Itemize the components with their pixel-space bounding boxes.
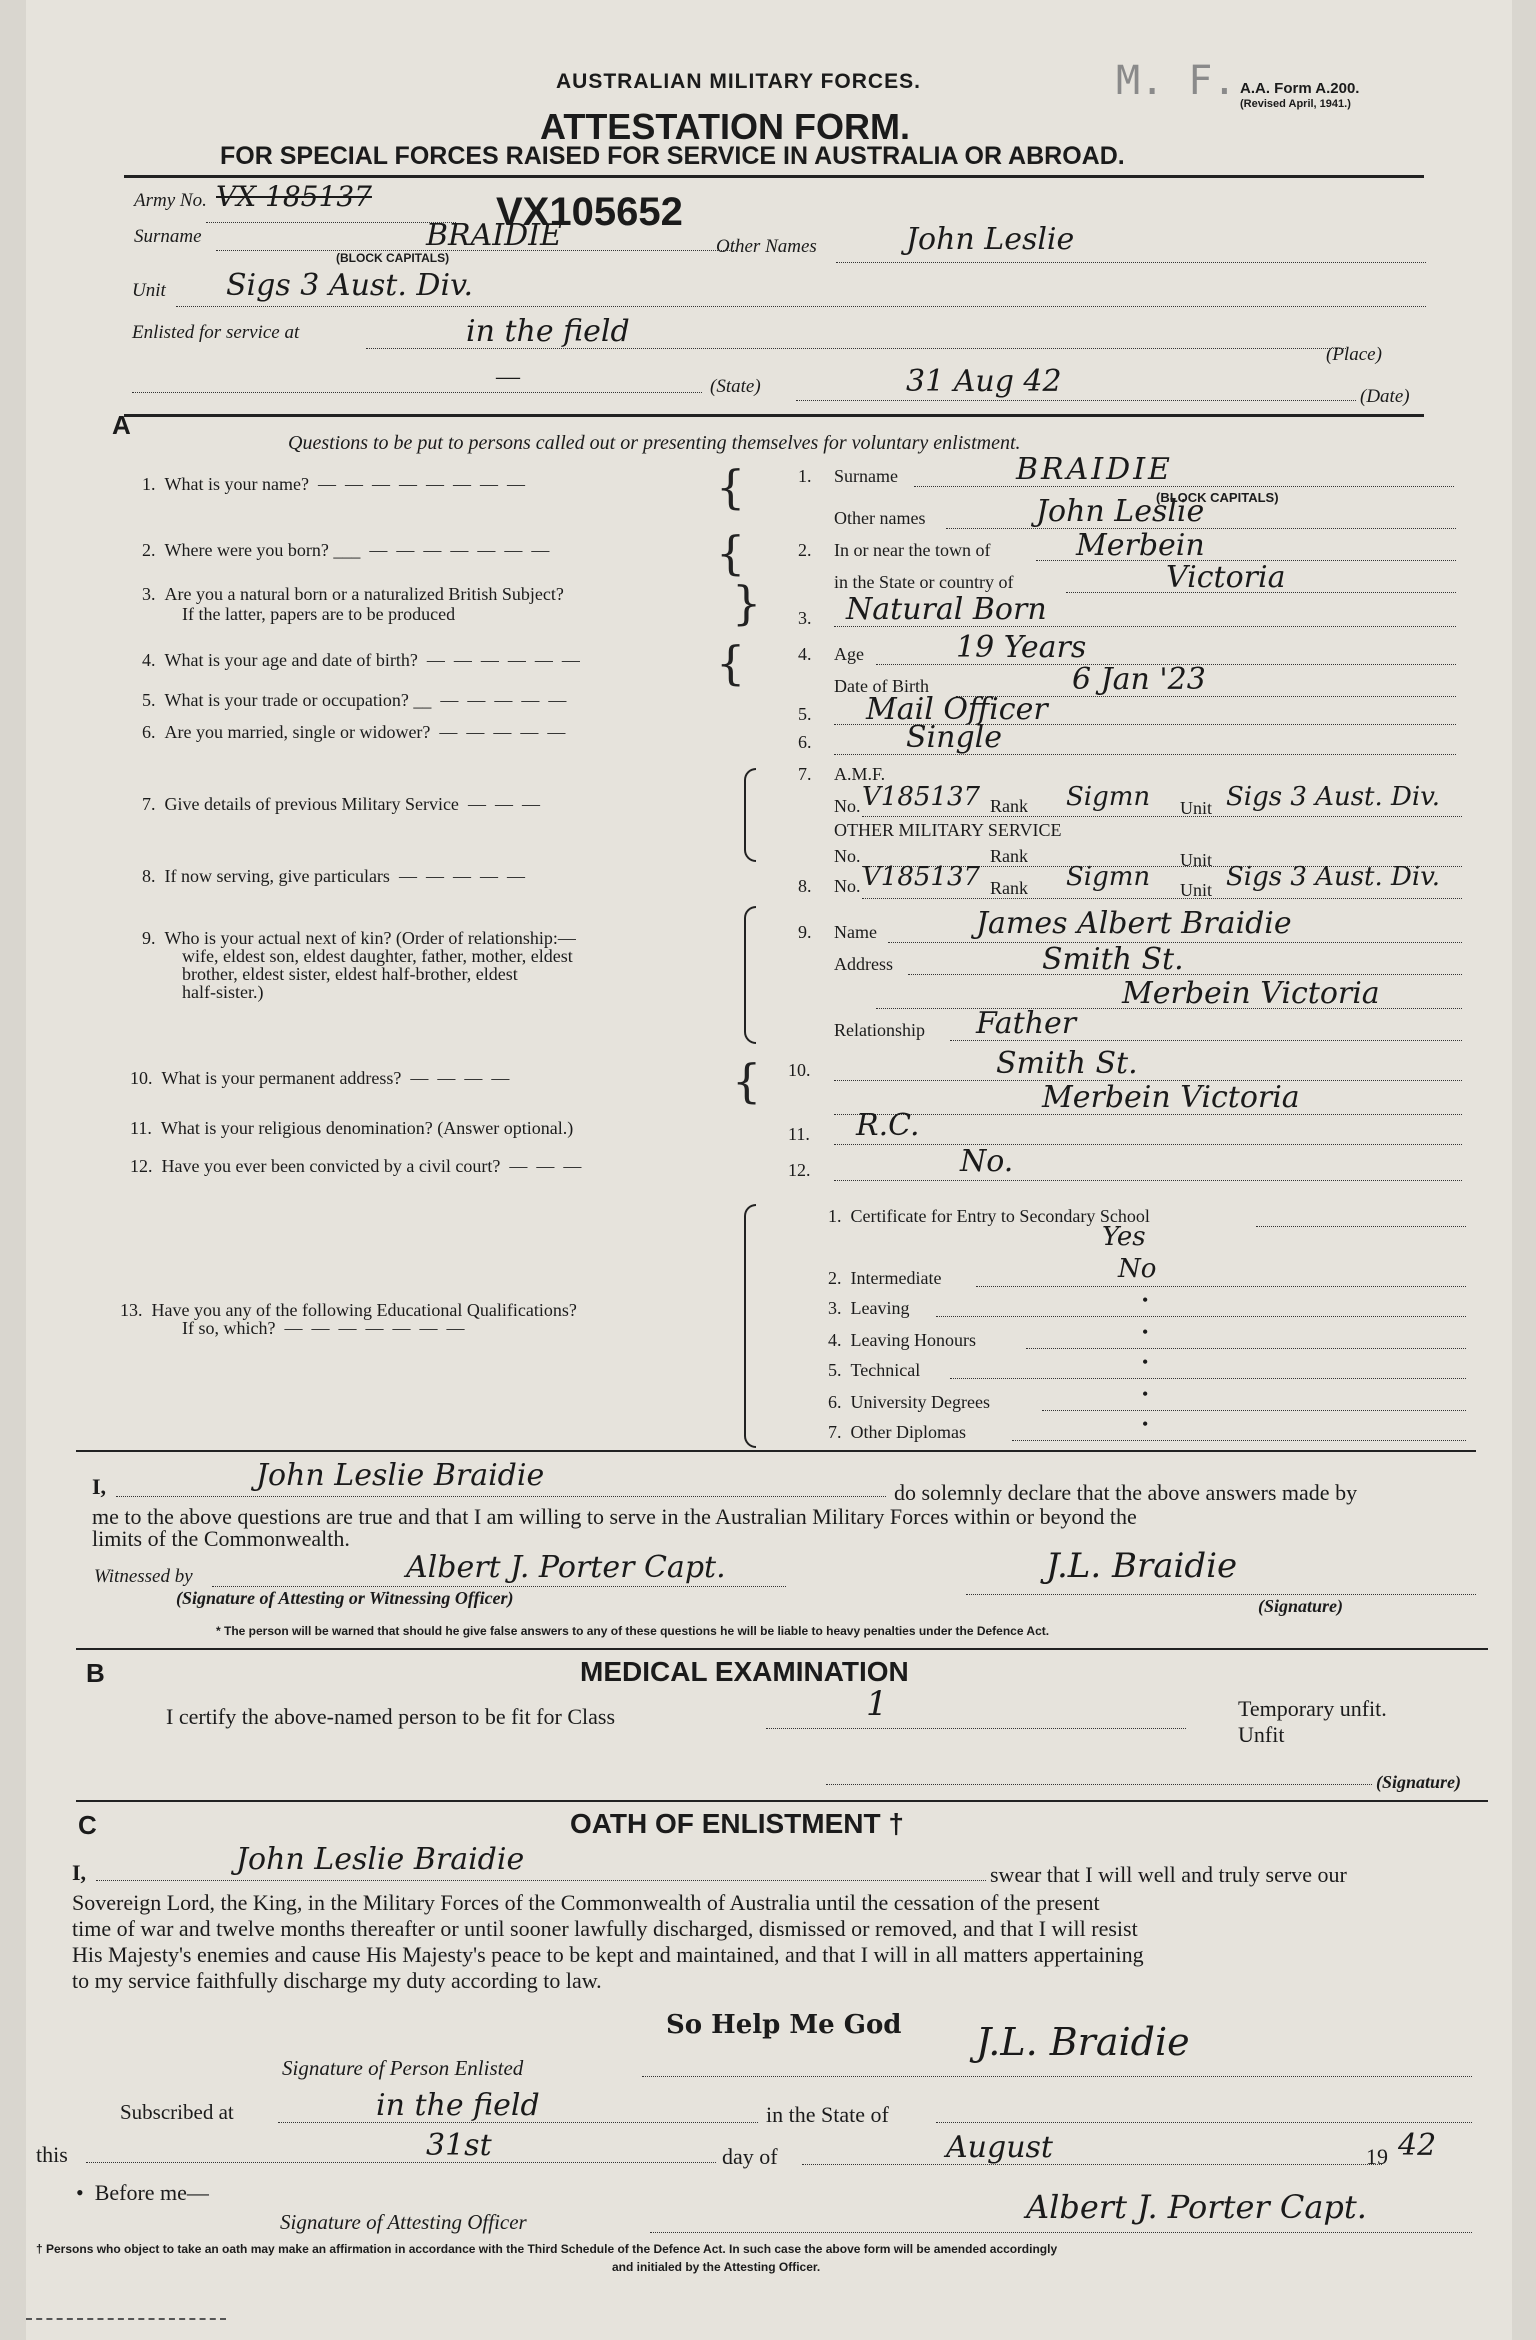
day-line <box>86 2162 716 2163</box>
decl-sig-line <box>966 1594 1476 1595</box>
q11: 11. What is your religious denomination? (Answer optional.) <box>130 1118 574 1138</box>
q10: 10. What is your permanent address? — — — — <box>130 1068 510 1088</box>
a6-line <box>834 754 1456 755</box>
a8-num: 8. <box>798 876 812 896</box>
other-names-value: John Leslie <box>906 222 1075 257</box>
oath-state-line <box>936 2122 1472 2123</box>
other-names-label: Other Names <box>716 236 817 257</box>
section-c-letter: C <box>78 1810 97 1840</box>
this-label: this <box>36 2142 68 2167</box>
form-title: ATTESTATION FORM. <box>540 106 910 147</box>
oath-line4: His Majesty's enemies and cause His Majesty's peace to be kept and maintained, and that I will in all matters appertaining <box>72 1942 1144 1967</box>
q9-line4: half-sister.) <box>182 982 264 1002</box>
edu-yes: Yes <box>1102 1222 1146 1252</box>
edu-3-ditto: • <box>1142 1290 1149 1310</box>
edu-4-ditto: • <box>1142 1322 1149 1342</box>
a5-num: 5. <box>798 704 812 724</box>
form-page <box>26 0 1512 2340</box>
date-label: (Date) <box>1360 386 1410 407</box>
a11-num: 11. <box>788 1124 810 1144</box>
a5-value: Mail Officer <box>866 692 1048 727</box>
q10-brace: { <box>732 1054 762 1108</box>
edu-no: No <box>1118 1254 1157 1284</box>
a4-dob-value: 6 Jan '23 <box>1072 662 1206 697</box>
a8-rank-label: Rank <box>990 878 1028 898</box>
month-line <box>802 2164 1382 2165</box>
a7-unit-value: Sigs 3 Aust. Div. <box>1226 782 1441 812</box>
q9: 9. Who is your actual next of kin? (Order of relationship:— <box>142 928 576 948</box>
a10-line2 <box>834 1114 1462 1115</box>
oath-title: OATH OF ENLISTMENT † <box>570 1808 904 1839</box>
oath-line1-end: swear that I will well and truly serve our <box>990 1862 1347 1887</box>
a4-age-label: Age <box>834 644 864 664</box>
a1-num: 1. <box>798 466 812 486</box>
state-line <box>132 392 702 393</box>
decl-sig-caption: (Signature) <box>1258 1596 1344 1616</box>
q3-line2: If the latter, papers are to be produced <box>182 604 456 624</box>
a9-addr2: Merbein Victoria <box>1122 976 1380 1011</box>
subscribed-label: Subscribed at <box>120 2100 234 2124</box>
date-line <box>796 400 1356 401</box>
a10-num: 10. <box>788 1060 811 1080</box>
medical-sig-caption: (Signature) <box>1376 1772 1462 1792</box>
subscribed-line <box>278 2122 758 2123</box>
a2-state-value: Victoria <box>1166 560 1286 595</box>
before-me: • Before me— <box>76 2180 209 2205</box>
edu-5-line <box>950 1378 1466 1379</box>
oath-footnote2: and initialed by the Attesting Officer. <box>612 2260 821 2274</box>
edu-6-line <box>1042 1410 1466 1411</box>
a2-state-label: in the State or country of <box>834 572 1014 592</box>
edu-5: 5. Technical <box>828 1360 921 1380</box>
edu-6: 6. University Degrees <box>828 1392 990 1412</box>
surname-label: Surname <box>134 226 202 247</box>
day-value: 31st <box>426 2128 492 2163</box>
a4-dob-label: Date of Birth <box>834 676 929 696</box>
a9-addr-line2 <box>876 1008 1462 1009</box>
place-label: (Place) <box>1326 344 1382 365</box>
army-no-line <box>206 222 456 223</box>
a7-other: OTHER MILITARY SERVICE <box>834 820 1062 840</box>
edu-1-line <box>1256 1226 1466 1227</box>
oath-line5: to my service faithfully discharge my duty according to law. <box>72 1968 602 1993</box>
witness-line <box>212 1586 786 1587</box>
enlisted-date-value: 31 Aug 42 <box>906 364 1062 399</box>
decl-i: I, <box>92 1474 107 1499</box>
edu-3-line <box>936 1316 1466 1317</box>
a10-addr2: Merbein Victoria <box>1042 1080 1300 1115</box>
temp-unfit: Temporary unfit. <box>1238 1696 1387 1721</box>
a3-num: 3. <box>798 608 812 628</box>
medical-class-line <box>766 1728 1186 1729</box>
decl-line1-end: do solemnly declare that the above answers made by <box>894 1480 1358 1505</box>
army-no-label: Army No. <box>134 190 207 211</box>
officer-signature: Albert J. Porter Capt. <box>1026 2188 1367 2226</box>
a9-rel-line <box>950 1040 1462 1041</box>
a11-line <box>834 1144 1462 1145</box>
q8: 8. If now serving, give particulars — — — — — <box>142 866 525 886</box>
top-fields-rule <box>124 414 1424 417</box>
a9-num: 9. <box>798 922 812 942</box>
q4-brace: { <box>716 636 746 690</box>
day-of-label: day of <box>722 2144 778 2169</box>
a7-unit-label: Unit <box>1180 798 1213 818</box>
edu-7-ditto: • <box>1142 1414 1149 1434</box>
decl-line3: limits of the Commonwealth. <box>92 1526 350 1551</box>
a1-line <box>914 486 1454 487</box>
a12-num: 12. <box>788 1160 811 1180</box>
section-a-rule <box>76 1450 1476 1452</box>
unit-line <box>176 306 1426 307</box>
q3-brace: } <box>732 576 762 630</box>
a7-no-label: No. <box>834 796 861 816</box>
state-value: — <box>496 364 520 390</box>
a7-rank-label: Rank <box>990 796 1028 816</box>
mf-stamp: M. F. <box>1116 58 1237 104</box>
medical-sig-line <box>826 1784 1372 1785</box>
witnessed-label: Witnessed by <box>94 1566 193 1587</box>
form-code: A.A. Form A.200. <box>1240 80 1360 97</box>
a1-surname-value: BRAIDIE <box>1016 452 1173 487</box>
q12: 12. Have you ever been convicted by a civil court? — — — <box>130 1156 582 1176</box>
q6: 6. Are you married, single or widower? — — — — — <box>142 722 566 742</box>
decl-signature: J.L. Braidie <box>1046 1546 1238 1586</box>
form-revised: (Revised April, 1941.) <box>1240 98 1351 110</box>
oath-name-line <box>96 1880 986 1881</box>
enlisted-label: Enlisted for service at <box>132 322 300 343</box>
q1-brace: { <box>716 460 746 514</box>
a9-name-value: James Albert Braidie <box>976 906 1292 941</box>
a1-other-label: Other names <box>834 508 926 528</box>
a8-rank-value: Sigmn <box>1066 862 1151 892</box>
q4: 4. What is your age and date of birth? — — — — — — <box>142 650 580 670</box>
a7-rank2-label: Rank <box>990 846 1028 866</box>
section-a-letter: A <box>112 410 131 440</box>
q9-line3: brother, eldest sister, eldest half-brother, eldest <box>182 964 518 984</box>
a3-line <box>834 626 1456 627</box>
officer-sig-line <box>650 2232 1472 2233</box>
medical-text: I certify the above-named person to be fit for Class <box>166 1704 616 1729</box>
section-a-intro: Questions to be put to persons called out or presenting themselves for voluntary enlistment. <box>288 432 1021 454</box>
a7-rank-value: Sigmn <box>1066 782 1151 812</box>
oath-footnote1: † Persons who object to take an oath may make an affirmation in accordance with the Third Schedule of the Defence Act. In such case the above form will be amended accordingly <box>36 2242 1058 2256</box>
q13-brace <box>744 1204 756 1448</box>
q1: 1. What is your name? — — — — — — — — <box>142 474 525 494</box>
a9-name-label: Name <box>834 922 877 942</box>
edu-7-line <box>1012 1440 1466 1441</box>
other-names-line <box>836 262 1426 263</box>
edu-4-line <box>1026 1348 1466 1349</box>
unit-value: Sigs 3 Aust. Div. <box>226 268 473 303</box>
decl-warning: * The person will be warned that should he give false answers to any of these questions he will be liable to heavy penalties under the Defence Act. <box>216 1624 1050 1638</box>
oath-i: I, <box>72 1860 87 1885</box>
q13-line2: If so, which? — — — — — — — <box>182 1318 465 1338</box>
officer-sig-label: Signature of Attesting Officer <box>280 2210 527 2234</box>
edu-2: 2. Intermediate <box>828 1268 942 1288</box>
oath-name: John Leslie Braidie <box>236 1842 525 1877</box>
a4-age-value: 19 Years <box>956 630 1087 665</box>
edu-6-ditto: • <box>1142 1384 1149 1404</box>
surname-line <box>216 250 736 251</box>
a6-num: 6. <box>798 732 812 752</box>
year-prefix: 19 <box>1366 2144 1388 2169</box>
a12-value: No. <box>960 1144 1014 1179</box>
army-no-stamp: VX105652 <box>496 190 683 234</box>
a7-num: 7. <box>798 764 812 784</box>
decl-line2: me to the above questions are true and that I am willing to serve in the Australian Military Forces within or beyond the <box>92 1504 1137 1529</box>
a9-rel-value: Father <box>976 1006 1077 1041</box>
a8-line <box>862 898 1462 899</box>
a1-label: Surname <box>834 466 898 486</box>
q13: 13. Have you any of the following Educational Qualifications? <box>120 1300 577 1320</box>
a2-num: 2. <box>798 540 812 560</box>
a8-no-value: V185137 <box>862 862 981 892</box>
a2-town-value: Merbein <box>1076 528 1205 563</box>
enlisted-line <box>366 348 1346 349</box>
a9-rel-label: Relationship <box>834 1020 925 1040</box>
month-value: August <box>946 2130 1053 2165</box>
edu-1: 1. Certificate for Entry to Secondary School <box>828 1206 1150 1226</box>
a7-line <box>862 816 1462 817</box>
a9-addr-line <box>908 974 1462 975</box>
oath-state-label: in the State of <box>766 2102 889 2127</box>
a8-unit-label: Unit <box>1180 880 1213 900</box>
edu-2-line <box>976 1286 1466 1287</box>
block-capitals-note: (BLOCK CAPITALS) <box>336 251 450 265</box>
a2-label: In or near the town of <box>834 540 991 560</box>
a11-value: R.C. <box>856 1108 920 1143</box>
state-label: (State) <box>710 376 761 397</box>
q7: 7. Give details of previous Military Service — — — <box>142 794 540 814</box>
oath-line3: time of war and twelve months thereafter or until sooner lawfully discharged, dismissed or removed, and that I will resist <box>72 1916 1138 1941</box>
enlisted-signature: J.L. Braidie <box>976 2020 1190 2064</box>
a12-line <box>834 1180 1462 1181</box>
a9-addr-label: Address <box>834 954 893 974</box>
edu-4: 4. Leaving Honours <box>828 1330 976 1350</box>
a10-addr1: Smith St. <box>996 1046 1138 1081</box>
decl-name-line <box>116 1496 886 1497</box>
surname-value: BRAIDIE <box>426 218 562 253</box>
q9-line2: wife, eldest son, eldest daughter, father, mother, eldest <box>182 946 573 966</box>
subscribed-value: in the field <box>376 2088 540 2123</box>
edu-3: 3. Leaving <box>828 1298 910 1318</box>
a1-caps: (BLOCK CAPITALS) <box>1156 490 1279 505</box>
medical-class: 1 <box>866 1684 888 1724</box>
enlisted-value: in the field <box>466 314 630 349</box>
a8-no-label: No. <box>834 876 861 896</box>
a2-state-line <box>1066 592 1456 593</box>
q2-brace: { <box>716 526 746 580</box>
section-b-rule <box>76 1800 1488 1802</box>
oath-line2: Sovereign Lord, the King, in the Military Forces of the Commonwealth of Australia until the cessation of the present <box>72 1890 1100 1915</box>
a1-other-value: John Leslie <box>1036 494 1205 529</box>
witness-signature: Albert J. Porter Capt. <box>406 1550 726 1585</box>
declaration-rule <box>76 1648 1488 1650</box>
q3: 3. Are you a natural born or a naturalized British Subject? <box>142 584 564 604</box>
so-help-me-god: So Help Me God <box>666 2010 902 2040</box>
decl-name: John Leslie Braidie <box>256 1458 545 1493</box>
a7-no2-label: No. <box>834 846 861 866</box>
q2: 2. Where were you born? ___ — — — — — — — <box>142 540 550 560</box>
header-rule <box>124 175 1424 178</box>
q9-brace <box>744 906 756 1044</box>
bottom-tear-line <box>26 2318 226 2320</box>
org-name: AUSTRALIAN MILITARY FORCES. <box>556 70 921 93</box>
edu-5-ditto: • <box>1142 1352 1149 1372</box>
section-b-letter: B <box>86 1658 105 1688</box>
a9-addr1: Smith St. <box>1042 942 1184 977</box>
form-subtitle: FOR SPECIAL FORCES RAISED FOR SERVICE IN AUSTRALIA OR ABROAD. <box>220 142 1125 170</box>
a7-amf: A.M.F. <box>834 764 886 784</box>
a3-value: Natural Born <box>846 592 1047 627</box>
q7-brace <box>744 768 756 862</box>
army-no-crossed: VX 185137 <box>216 180 372 213</box>
year-value: 42 <box>1398 2128 1437 2163</box>
medical-title: MEDICAL EXAMINATION <box>580 1656 909 1687</box>
enlisted-sig-line <box>642 2076 1472 2077</box>
witness-caption: (Signature of Attesting or Witnessing Officer) <box>176 1588 514 1608</box>
a7-unit2-label: Unit <box>1180 850 1213 870</box>
a8-unit-value: Sigs 3 Aust. Div. <box>1226 862 1441 892</box>
enlisted-sig-label: Signature of Person Enlisted <box>282 2056 524 2080</box>
a7-no-value: V185137 <box>862 782 981 812</box>
edu-7: 7. Other Diplomas <box>828 1422 966 1442</box>
a4-num: 4. <box>798 644 812 664</box>
unit-label: Unit <box>132 280 166 301</box>
unfit: Unfit <box>1238 1722 1285 1747</box>
q5: 5. What is your trade or occupation? __ — — — — — <box>142 690 567 710</box>
a6-value: Single <box>906 720 1003 755</box>
